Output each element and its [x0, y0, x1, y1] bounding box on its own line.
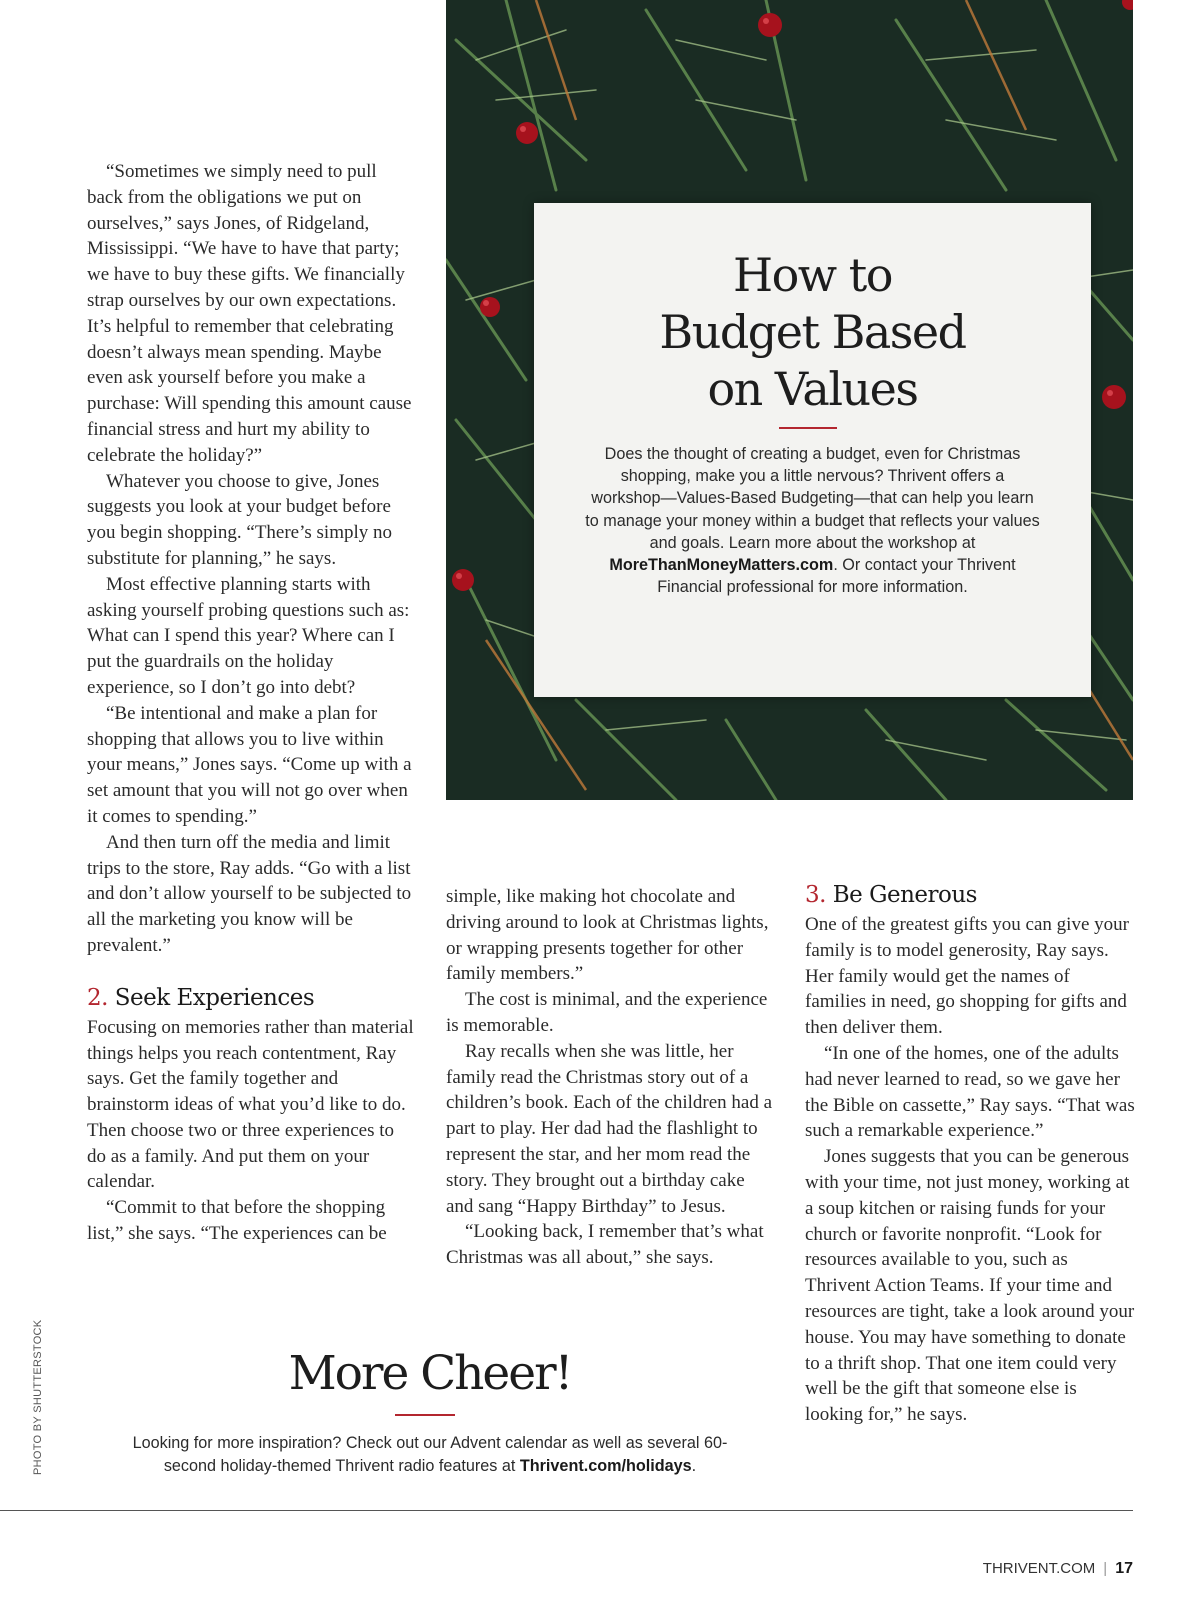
more-cheer-text-end: .	[691, 1456, 697, 1475]
more-cheer-title: More Cheer!	[288, 1346, 572, 1401]
card-body	[584, 443, 1041, 598]
article-column-1	[87, 159, 417, 1247]
section-title: Be Generous	[832, 882, 977, 908]
photo-credit: PHOTO BY SHUTTERSTOCK	[32, 1319, 44, 1475]
card-title-line: How to	[733, 248, 892, 302]
body-paragraph: “Be intentional and make a plan for shopping that allows you to live within your means,” Jones says. “Come up with a set amount that you will not go over when it comes to spending.”	[87, 702, 412, 827]
article-column-2	[446, 884, 776, 1271]
page-footer	[983, 1560, 1133, 1578]
footer-site[interactable]: THRIVENT.COM	[982, 1560, 1096, 1577]
section-number: 2.	[87, 984, 108, 1011]
body-paragraph: Most effective planning starts with asking yourself probing questions such as: What can I spend this year? Where can I put the guardrails on the holiday experience, so I don’t go into debt?	[87, 573, 410, 698]
body-paragraph: Whatever you choose to give, Jones suggests you look at your budget before you begin shopping. “There’s simply no substitute for planning,” he says.	[87, 470, 393, 569]
body-paragraph: simple, like making hot chocolate and driving around to look at Christmas lights, or wrapping presents together for other family members.”	[446, 886, 769, 985]
more-cheer-body	[110, 1432, 750, 1477]
body-paragraph: One of the greatest gifts you can give your family is to model generosity, Ray says. Her family would get the names of families in need, go shopping for gifts and then deliver them.	[805, 914, 1129, 1039]
section-number: 3.	[805, 882, 826, 908]
body-paragraph: Jones suggests that you can be generous with your time, not just money, working at a soup kitchen or raising funds for your church or favorite nonprofit. “Look for resources available to you, such as Thrivent Action Teams. If your time and resources are tight, take a look around your house. You may have something to donate to a thrift shop. That one item could very well be the gift that someone else is looking for,” he says.	[805, 1146, 1135, 1426]
section-title: Seek Experiences	[114, 984, 315, 1011]
card-title-line: on Values	[707, 362, 918, 416]
card-title-line: Budget Based	[659, 305, 966, 359]
more-cheer-text: Looking for more inspiration? Check out our Advent calendar as well as several 60-second holiday-themed Thrivent radio features at	[132, 1434, 728, 1475]
body-paragraph: “In one of the homes, one of the adults had never learned to read, so we gave her the Bible on cassette,” Ray says. “That was such a remarkable experience.”	[805, 1042, 1135, 1142]
card-title	[534, 247, 1091, 418]
body-paragraph: And then turn off the media and limit trips to the store, Ray adds. “Go with a list and don’t allow yourself to be subjected to all the marketing you know will be prevalent.”	[87, 831, 412, 956]
body-paragraph: “Sometimes we simply need to pull back from the obligations we put on ourselves,” says Jones, of Ridgeland, Mississippi. “We have to have that party; we have to buy these gifts. We financially strap ourselves by our own expectations. It’s helpful to remember that celebrating doesn’t always mean spending. Maybe even ask yourself before you make a purchase: Will spending this amount cause financial stress and hurt my ability to celebrate the holiday?”	[87, 161, 412, 466]
body-paragraph: “Commit to that before the shopping list,” she says. “The experiences can be	[87, 1197, 387, 1245]
card-body-text: Does the thought of creating a budget, even for Christmas shopping, make you a little nervous? Thrivent offers a workshop—Values-Based Budgeting—that can help you learn to manage your money within a budget that reflects your values and goals. Learn more about the workshop at	[585, 445, 1040, 552]
article-column-3	[805, 880, 1135, 1428]
section-heading-seek-experiences	[87, 983, 417, 1013]
more-than-money-link[interactable]: MoreThanMoneyMatters.com	[609, 556, 834, 575]
body-paragraph: Ray recalls when she was little, her family read the Christmas story out of a children’s book. Each of the children had a part to play. Her dad had the flashlight to represent the star, and her mom read the story. They brought out a birthday cake and sang “Happy Birthday” to Jesus.	[446, 1040, 773, 1217]
thrivent-holidays-link[interactable]: Thrivent.com/holidays	[519, 1456, 692, 1475]
body-paragraph: The cost is minimal, and the experience is memorable.	[446, 989, 768, 1036]
values-budget-card	[534, 203, 1091, 697]
footer-divider	[0, 1510, 1133, 1511]
card-body-text-end: . Or contact your Thrivent Financial professional for more information.	[657, 556, 1016, 597]
more-cheer-divider	[395, 1414, 455, 1416]
body-paragraph: “Looking back, I remember that’s what Christmas was all about,” she says.	[446, 1221, 764, 1269]
section-heading-be-generous	[805, 880, 1135, 910]
footer-separator: |	[1103, 1560, 1108, 1577]
body-paragraph: Focusing on memories rather than material things helps you reach contentment, Ray says. Get the family together and brainstorm ideas of what you’d like to do. Then choose two or three experiences to do as a family. And put them on your calendar.	[87, 1016, 414, 1193]
card-divider	[779, 427, 837, 429]
page-number: 17	[1115, 1560, 1133, 1577]
